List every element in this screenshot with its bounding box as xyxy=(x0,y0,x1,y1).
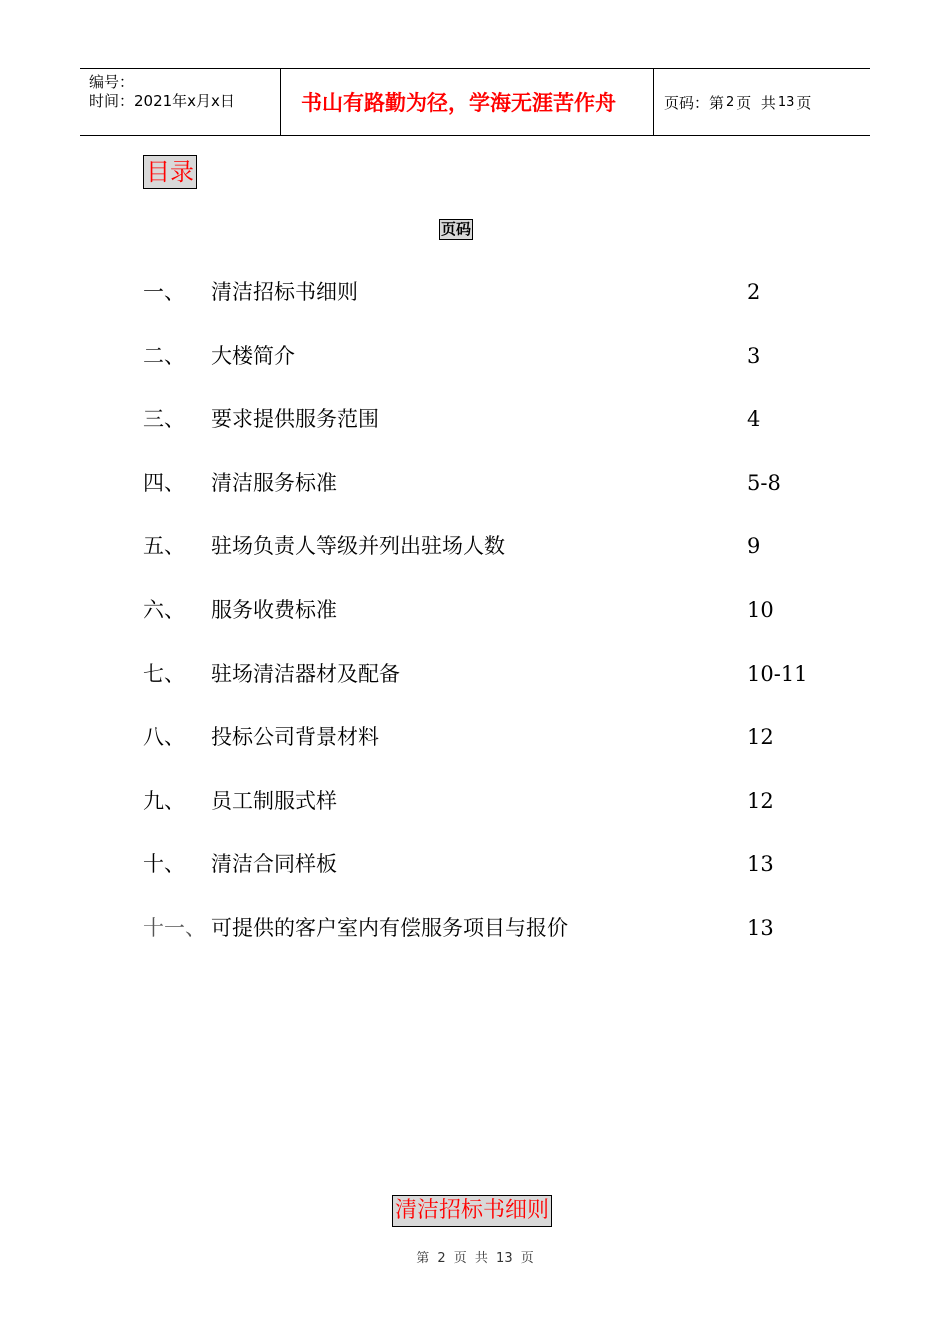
toc-item-label: 服务收费标准 xyxy=(211,598,337,622)
toc-item-number: 六、 xyxy=(143,598,185,622)
toc-item-number: 九、 xyxy=(143,789,185,813)
toc-item-page: 9 xyxy=(747,534,761,558)
toc-item-page: 3 xyxy=(747,344,761,368)
toc-item[interactable] xyxy=(143,659,843,689)
toc-item-label: 清洁招标书细则 xyxy=(211,280,358,304)
header-meta xyxy=(80,69,281,135)
toc-item[interactable] xyxy=(143,531,843,561)
toc-item[interactable] xyxy=(143,468,843,498)
toc-item-page: 10-11 xyxy=(747,662,808,686)
toc-item[interactable] xyxy=(143,404,843,434)
page-label-prefix: 页码：第 xyxy=(664,93,725,112)
page-label-suffix: 页 xyxy=(796,93,812,112)
page-footer: 第 2 页 共 13 页 xyxy=(416,1251,534,1266)
toc-item-page: 4 xyxy=(747,407,761,431)
toc-item[interactable] xyxy=(143,913,843,943)
toc-item[interactable] xyxy=(143,341,843,371)
toc-item-page: 12 xyxy=(747,725,774,749)
page-total: 13 xyxy=(777,94,795,110)
toc-item-page: 5-8 xyxy=(747,471,781,495)
toc-item[interactable] xyxy=(143,849,843,879)
toc-item[interactable] xyxy=(143,786,843,816)
toc-item-number: 二、 xyxy=(143,344,185,368)
toc-item[interactable] xyxy=(143,277,843,307)
toc-item-number: 三、 xyxy=(143,407,185,431)
toc-item-number: 十、 xyxy=(143,852,185,876)
toc-item-label: 员工制服式样 xyxy=(211,789,337,813)
section-heading: 清洁招标书细则 xyxy=(392,1195,552,1227)
page-label-mid: 页 共 xyxy=(736,93,776,112)
toc-item-page: 10 xyxy=(747,598,774,622)
toc-item-label: 大楼简介 xyxy=(211,344,295,368)
toc-item[interactable] xyxy=(143,722,843,752)
toc-item-label: 清洁合同样板 xyxy=(211,852,337,876)
page-current: 2 xyxy=(726,94,735,110)
toc-item-label: 清洁服务标准 xyxy=(211,471,337,495)
toc-item-page: 2 xyxy=(747,280,761,304)
page-header xyxy=(80,68,870,136)
toc-item-number: 五、 xyxy=(143,534,185,558)
toc-item-number: 十一、 xyxy=(143,916,206,940)
toc-item-number: 四、 xyxy=(143,471,185,495)
toc-item-number: 七、 xyxy=(143,662,185,686)
header-page-indicator xyxy=(654,69,870,135)
header-motto: 书山有路勤为径，学海无涯苦作舟 xyxy=(281,69,654,135)
toc-item-label: 要求提供服务范围 xyxy=(211,407,379,431)
toc-item-page: 13 xyxy=(747,852,774,876)
toc-page-column-label: 页码 xyxy=(441,220,472,238)
toc-item-label: 可提供的客户室内有偿服务项目与报价 xyxy=(211,916,568,940)
toc-item-label: 驻场负责人等级并列出驻场人数 xyxy=(211,534,505,558)
toc-item-label: 驻场清洁器材及配备 xyxy=(211,662,400,686)
serial-label: 编号： xyxy=(89,73,135,91)
toc-item-page: 12 xyxy=(747,789,774,813)
toc-item-number: 一、 xyxy=(143,280,185,304)
toc-item-number: 八、 xyxy=(143,725,185,749)
toc-item-label: 投标公司背景材料 xyxy=(211,725,379,749)
toc-item-page: 13 xyxy=(747,916,774,940)
time-label: 时间：2021年x月x日 xyxy=(89,92,235,110)
toc-item[interactable] xyxy=(143,595,843,625)
toc-title: 目录 xyxy=(143,155,197,189)
